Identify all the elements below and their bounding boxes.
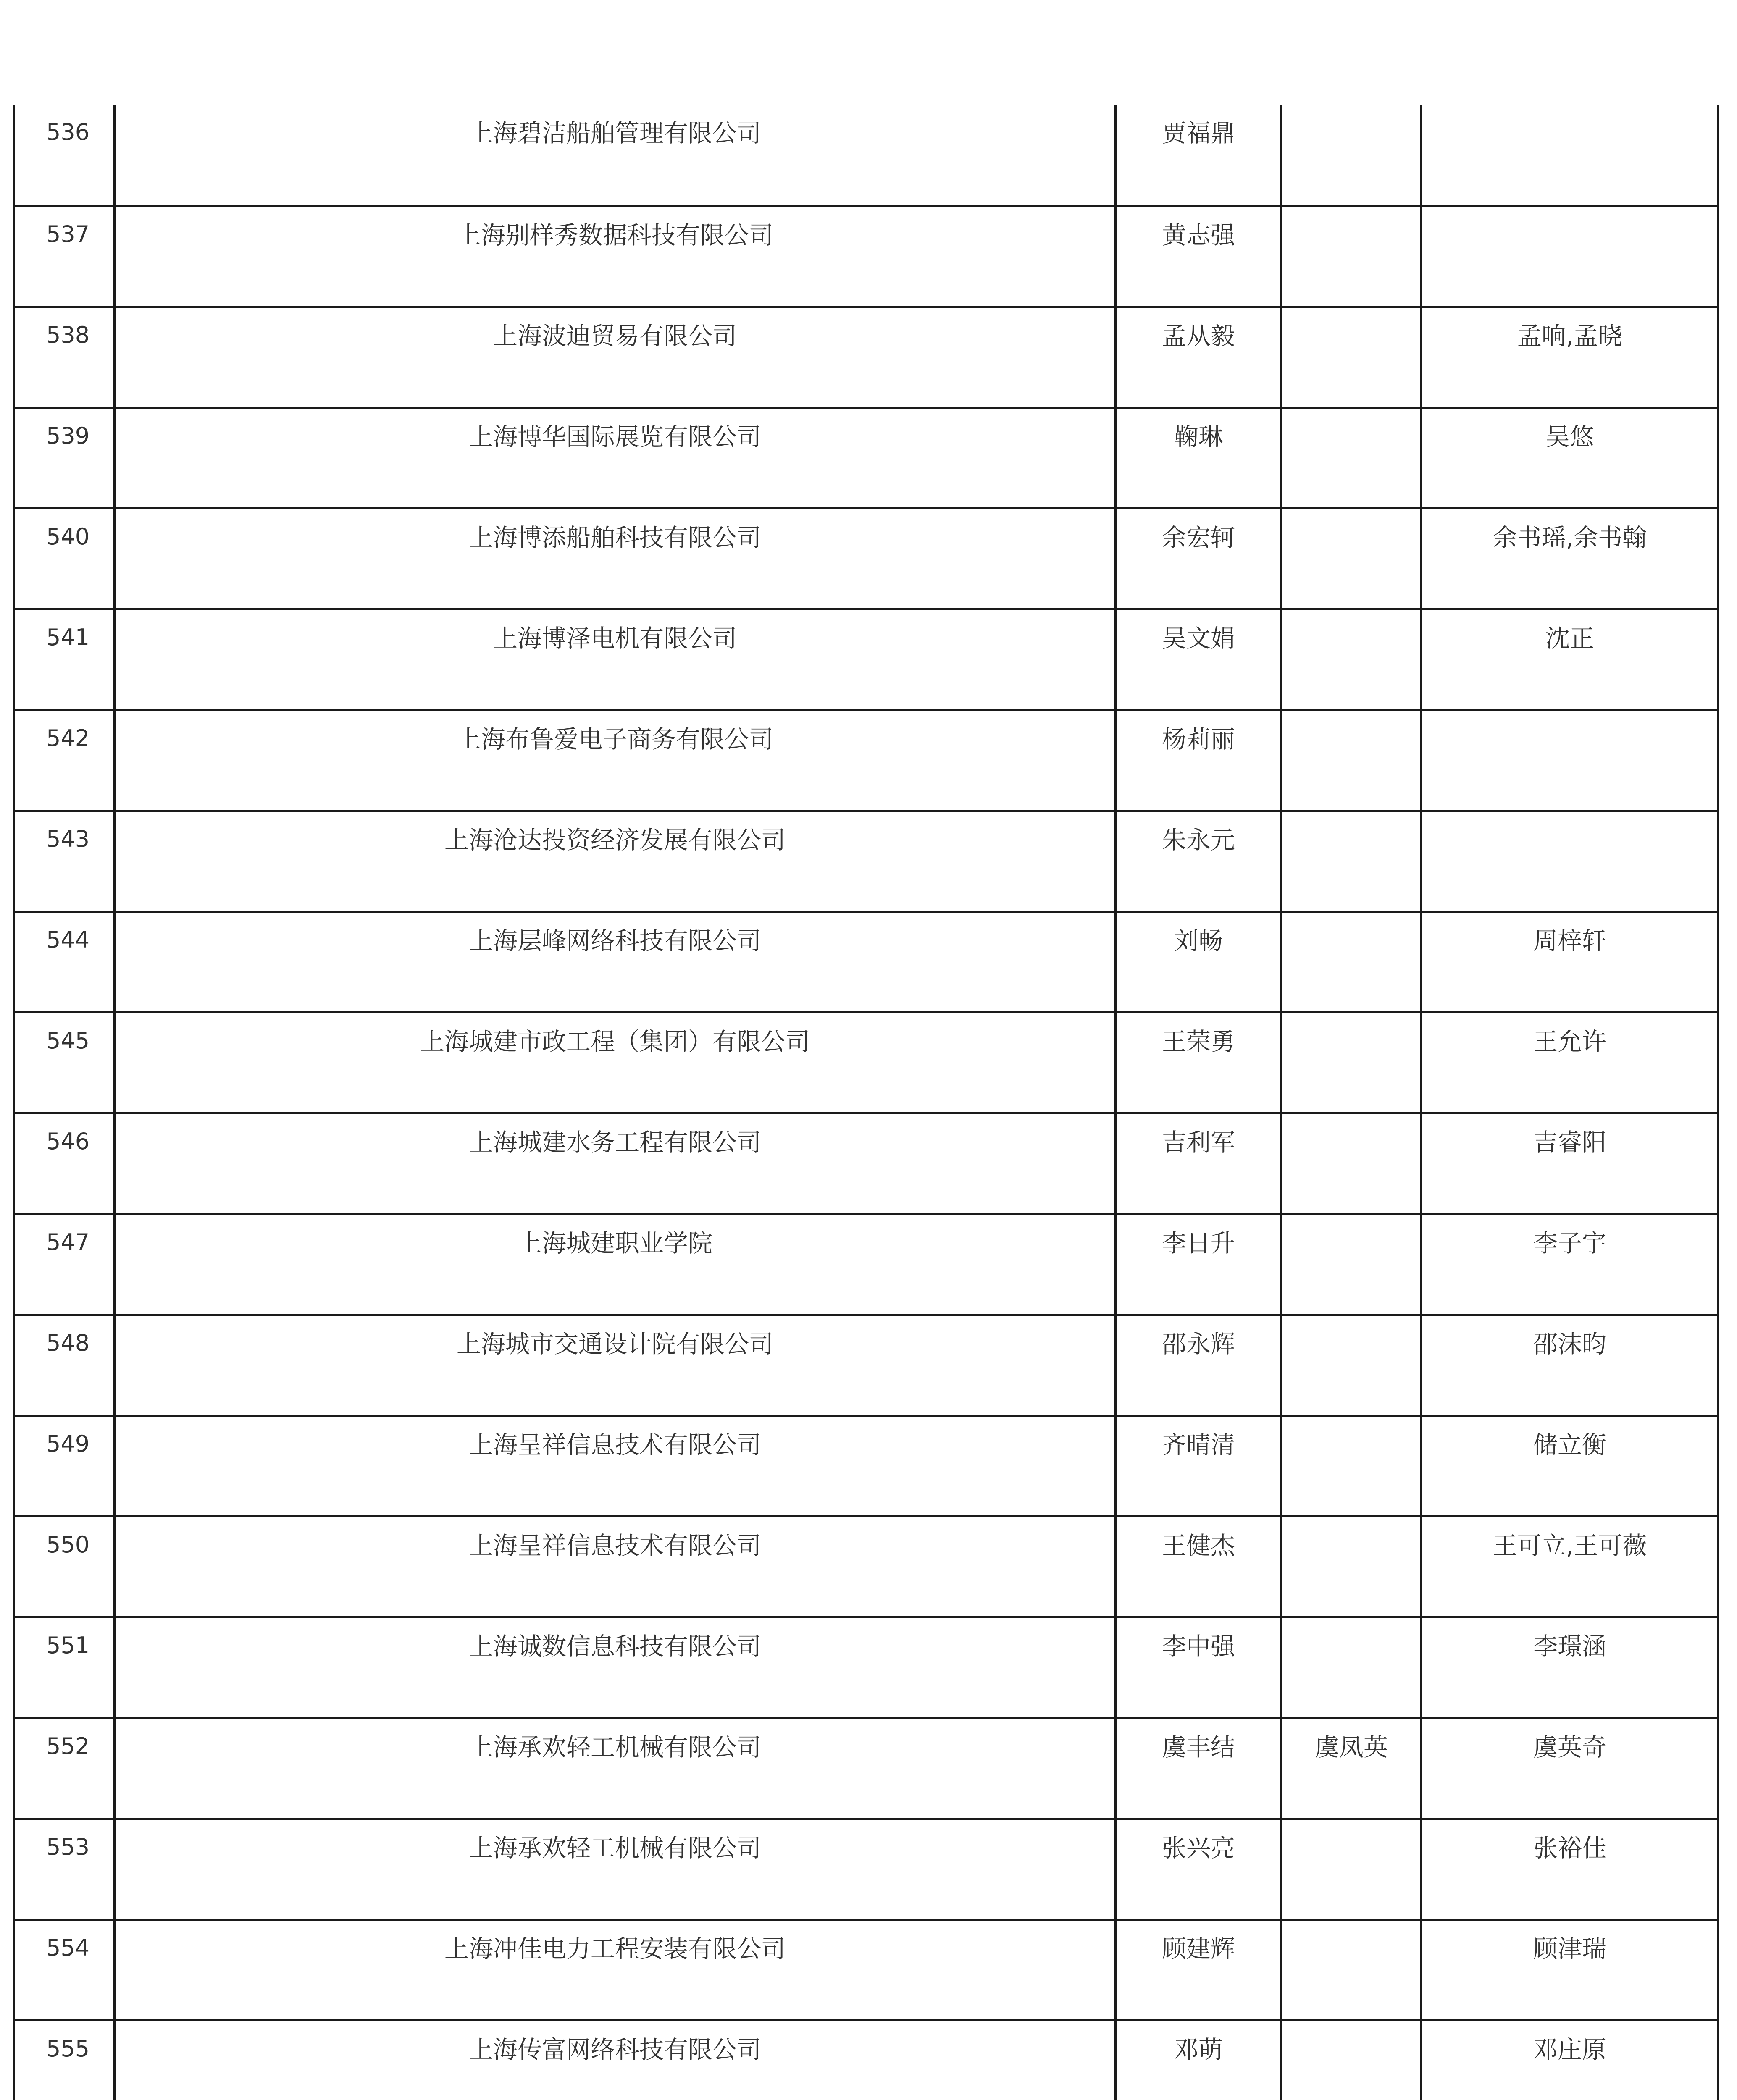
- table-row: [14, 1819, 1719, 1919]
- spouse-name: [1282, 812, 1420, 828]
- row-number-cell: [14, 1012, 115, 1113]
- row-number-cell: [14, 1516, 115, 1617]
- children-cell: [1422, 407, 1719, 508]
- row-number-cell: [14, 911, 115, 1012]
- company-cell: [115, 1012, 1116, 1113]
- row-number-cell: [14, 1315, 115, 1415]
- company-name: 上海博添船舶科技有限公司: [468, 523, 761, 552]
- table-row: [14, 105, 1719, 206]
- table-row: [14, 2020, 1719, 2100]
- table-row: [14, 1919, 1719, 2020]
- company-cell: [115, 508, 1116, 609]
- row-number: 544: [46, 926, 90, 953]
- row-number-cell: [14, 508, 115, 609]
- row-number-cell: [14, 1113, 115, 1214]
- person-cell: [1116, 609, 1282, 710]
- person-name: 邓萌: [1174, 2035, 1223, 2064]
- company-name: 上海博华国际展览有限公司: [468, 422, 761, 451]
- table-row: [14, 1012, 1719, 1113]
- company-cell: [115, 1113, 1116, 1214]
- spouse-cell: [1282, 1617, 1422, 1718]
- person-name: 吴文娟: [1162, 624, 1235, 653]
- children-names: [1422, 812, 1717, 828]
- row-number: 553: [46, 1833, 90, 1860]
- children-cell: [1422, 911, 1719, 1012]
- person-cell: [1116, 710, 1282, 811]
- spouse-name: [1282, 1517, 1420, 1533]
- children-names: 虞英奇: [1533, 1732, 1606, 1761]
- person-cell: [1116, 1214, 1282, 1315]
- spouse-name: [1282, 1921, 1420, 1937]
- children-cell: [1422, 105, 1719, 206]
- spouse-cell: [1282, 1516, 1422, 1617]
- spouse-cell: [1282, 407, 1422, 508]
- table-row: [14, 710, 1719, 811]
- spouse-cell: [1282, 1214, 1422, 1315]
- spouse-name: [1282, 105, 1420, 121]
- person-cell: [1116, 2020, 1282, 2100]
- person-name: 孟从毅: [1162, 321, 1235, 350]
- row-number: 549: [46, 1430, 90, 1457]
- person-cell: [1116, 508, 1282, 609]
- company-cell: [115, 407, 1116, 508]
- person-cell: [1116, 1415, 1282, 1516]
- table-row: [14, 1415, 1719, 1516]
- row-number-cell: [14, 1415, 115, 1516]
- roster-table-body: [14, 105, 1719, 2100]
- company-name: 上海波迪贸易有限公司: [493, 321, 737, 350]
- spouse-name: [1282, 1215, 1420, 1231]
- person-name: 吉利军: [1162, 1128, 1235, 1157]
- table-row: [14, 1718, 1719, 1819]
- company-name: 上海冲佳电力工程安装有限公司: [444, 1934, 786, 1963]
- children-cell: [1422, 811, 1719, 911]
- spouse-cell: [1282, 1113, 1422, 1214]
- children-names: 吉睿阳: [1533, 1128, 1606, 1157]
- row-number: 541: [46, 624, 90, 651]
- person-cell: [1116, 811, 1282, 911]
- person-name: 王荣勇: [1162, 1027, 1235, 1056]
- row-number: 545: [46, 1027, 90, 1054]
- children-cell: [1422, 1516, 1719, 1617]
- company-name: 上海别样秀数据科技有限公司: [456, 220, 773, 249]
- person-cell: [1116, 407, 1282, 508]
- spouse-cell: [1282, 508, 1422, 609]
- row-number: 539: [46, 422, 90, 449]
- children-names: 储立衡: [1533, 1430, 1606, 1459]
- company-cell: [115, 105, 1116, 206]
- table-row: [14, 1113, 1719, 1214]
- company-name: 上海碧洁船舶管理有限公司: [468, 119, 761, 147]
- row-number-cell: [14, 307, 115, 407]
- children-names: 李子宇: [1533, 1228, 1606, 1257]
- spouse-cell: [1282, 811, 1422, 911]
- row-number: 537: [46, 220, 90, 247]
- spouse-cell: [1282, 609, 1422, 710]
- row-number-cell: [14, 105, 115, 206]
- row-number: 540: [46, 523, 90, 550]
- company-name: 上海布鲁爱电子商务有限公司: [456, 724, 773, 753]
- spouse-name: [1282, 1316, 1420, 1332]
- row-number: 555: [46, 2035, 90, 2062]
- spouse-name: [1282, 1417, 1420, 1433]
- children-names: 王可立,王可薇: [1493, 1531, 1647, 1560]
- children-cell: [1422, 1919, 1719, 2020]
- spouse-cell: [1282, 1012, 1422, 1113]
- children-cell: [1422, 1315, 1719, 1415]
- children-cell: [1422, 206, 1719, 307]
- person-cell: [1116, 307, 1282, 407]
- table-row: [14, 1315, 1719, 1415]
- spouse-name: [1282, 1013, 1420, 1029]
- company-cell: [115, 1919, 1116, 2020]
- spouse-cell: [1282, 2020, 1422, 2100]
- person-name: 虞丰结: [1162, 1732, 1235, 1761]
- person-name: 朱永元: [1162, 825, 1235, 854]
- spouse-name: [1282, 2021, 1420, 2037]
- person-name: 余宏轲: [1162, 523, 1235, 552]
- person-cell: [1116, 1516, 1282, 1617]
- row-number-cell: [14, 206, 115, 307]
- company-name: 上海传富网络科技有限公司: [468, 2035, 761, 2064]
- children-cell: [1422, 307, 1719, 407]
- person-cell: [1116, 105, 1282, 206]
- children-names: [1422, 711, 1717, 727]
- company-cell: [115, 1315, 1116, 1415]
- spouse-cell: [1282, 105, 1422, 206]
- company-name: 上海承欢轻工机械有限公司: [468, 1833, 761, 1862]
- table-row: [14, 609, 1719, 710]
- spouse-name: [1282, 1820, 1420, 1836]
- person-name: 顾建辉: [1162, 1934, 1235, 1963]
- person-cell: [1116, 1718, 1282, 1819]
- company-cell: [115, 206, 1116, 307]
- company-name: 上海层峰网络科技有限公司: [468, 926, 761, 955]
- children-cell: [1422, 1012, 1719, 1113]
- children-names: 沈正: [1545, 624, 1594, 653]
- person-cell: [1116, 1012, 1282, 1113]
- company-cell: [115, 1617, 1116, 1718]
- table-row: [14, 508, 1719, 609]
- person-name: 杨莉丽: [1162, 724, 1235, 753]
- person-cell: [1116, 206, 1282, 307]
- row-number-cell: [14, 609, 115, 710]
- spouse-name: [1282, 913, 1420, 929]
- company-cell: [115, 609, 1116, 710]
- company-cell: [115, 1718, 1116, 1819]
- company-cell: [115, 307, 1116, 407]
- table-row: [14, 407, 1719, 508]
- spouse-name: [1282, 1114, 1420, 1130]
- spouse-cell: [1282, 1819, 1422, 1919]
- row-number-cell: [14, 1214, 115, 1315]
- row-number-cell: [14, 1617, 115, 1718]
- person-cell: [1116, 1819, 1282, 1919]
- table-row: [14, 1516, 1719, 1617]
- spouse-cell: [1282, 206, 1422, 307]
- company-name: 上海承欢轻工机械有限公司: [468, 1732, 761, 1761]
- spouse-cell: [1282, 307, 1422, 407]
- company-name: 上海博泽电机有限公司: [493, 624, 737, 653]
- person-name: 鞠琳: [1174, 422, 1223, 451]
- company-cell: [115, 911, 1116, 1012]
- company-name: 上海呈祥信息技术有限公司: [468, 1531, 761, 1560]
- spouse-name: [1282, 207, 1420, 223]
- children-names: 张裕佳: [1533, 1833, 1606, 1862]
- row-number: 546: [46, 1128, 90, 1155]
- spouse-name: [1282, 711, 1420, 727]
- person-name: 刘畅: [1174, 926, 1223, 955]
- children-cell: [1422, 1718, 1719, 1819]
- children-names: 王允许: [1533, 1027, 1606, 1056]
- row-number-cell: [14, 1718, 115, 1819]
- person-name: 贾福鼎: [1162, 119, 1235, 147]
- company-name: 上海沧达投资经济发展有限公司: [444, 825, 786, 854]
- children-cell: [1422, 1113, 1719, 1214]
- row-number-cell: [14, 811, 115, 911]
- row-number: 542: [46, 724, 90, 751]
- children-names: [1422, 105, 1717, 121]
- children-cell: [1422, 1214, 1719, 1315]
- spouse-name: [1282, 610, 1420, 626]
- person-name: 齐晴清: [1162, 1430, 1235, 1459]
- row-number: 547: [46, 1228, 90, 1255]
- children-names: 孟响,孟晓: [1517, 321, 1623, 350]
- company-name: 上海城建水务工程有限公司: [468, 1128, 761, 1157]
- spouse-cell: [1282, 710, 1422, 811]
- row-number: 538: [46, 321, 90, 348]
- children-names: [1422, 207, 1717, 223]
- table-row: [14, 911, 1719, 1012]
- children-cell: [1422, 2020, 1719, 2100]
- spouse-cell: [1282, 1415, 1422, 1516]
- person-cell: [1116, 1919, 1282, 2020]
- row-number-cell: [14, 1819, 115, 1919]
- row-number: 551: [46, 1632, 90, 1659]
- children-cell: [1422, 1617, 1719, 1718]
- row-number: 552: [46, 1732, 90, 1759]
- children-cell: [1422, 609, 1719, 710]
- company-cell: [115, 1516, 1116, 1617]
- roster-table: [13, 105, 1719, 2100]
- children-names: 周梓轩: [1533, 926, 1606, 955]
- company-cell: [115, 1819, 1116, 1919]
- spouse-name: [1282, 308, 1420, 324]
- spouse-cell: [1282, 1919, 1422, 2020]
- row-number: 543: [46, 825, 90, 852]
- row-number-cell: [14, 1919, 115, 2020]
- table-row: [14, 811, 1719, 911]
- company-cell: [115, 2020, 1116, 2100]
- person-name: 王健杰: [1162, 1531, 1235, 1560]
- row-number: 536: [46, 119, 90, 145]
- company-name: 上海呈祥信息技术有限公司: [468, 1430, 761, 1459]
- person-cell: [1116, 1113, 1282, 1214]
- row-number-cell: [14, 407, 115, 508]
- spouse-cell: [1282, 911, 1422, 1012]
- children-cell: [1422, 1415, 1719, 1516]
- table-row: [14, 206, 1719, 307]
- children-cell: [1422, 1819, 1719, 1919]
- person-name: 李中强: [1162, 1632, 1235, 1661]
- person-name: 邵永辉: [1162, 1329, 1235, 1358]
- row-number: 548: [46, 1329, 90, 1356]
- company-cell: [115, 1415, 1116, 1516]
- person-cell: [1116, 1315, 1282, 1415]
- company-cell: [115, 811, 1116, 911]
- spouse-name: [1282, 1618, 1420, 1634]
- table-row: [14, 1214, 1719, 1315]
- person-cell: [1116, 1617, 1282, 1718]
- children-names: 李璟涵: [1533, 1632, 1606, 1661]
- company-name: 上海诚数信息科技有限公司: [468, 1632, 761, 1661]
- table-row: [14, 307, 1719, 407]
- spouse-cell: [1282, 1718, 1422, 1819]
- company-cell: [115, 710, 1116, 811]
- table-row: [14, 1617, 1719, 1718]
- person-name: 黄志强: [1162, 220, 1235, 249]
- company-name: 上海城建职业学院: [517, 1228, 712, 1257]
- children-cell: [1422, 508, 1719, 609]
- company-cell: [115, 1214, 1116, 1315]
- children-names: 吴悠: [1545, 422, 1594, 451]
- spouse-name: [1282, 409, 1420, 425]
- row-number: 554: [46, 1934, 90, 1961]
- children-names: 余书瑶,余书翰: [1493, 523, 1647, 552]
- person-name: 李日升: [1162, 1228, 1235, 1257]
- row-number-cell: [14, 710, 115, 811]
- children-names: 邓庄原: [1533, 2035, 1606, 2064]
- company-name: 上海城建市政工程（集团）有限公司: [420, 1027, 810, 1056]
- row-number: 550: [46, 1531, 90, 1558]
- person-cell: [1116, 911, 1282, 1012]
- children-names: 邵沫昀: [1533, 1329, 1606, 1358]
- company-name: 上海城市交通设计院有限公司: [456, 1329, 773, 1358]
- spouse-cell: [1282, 1315, 1422, 1415]
- person-name: 张兴亮: [1162, 1833, 1235, 1862]
- spouse-name: [1282, 509, 1420, 525]
- row-number-cell: [14, 2020, 115, 2100]
- spouse-name: 虞凤英: [1314, 1732, 1388, 1761]
- children-names: 顾津瑞: [1533, 1934, 1606, 1963]
- children-cell: [1422, 710, 1719, 811]
